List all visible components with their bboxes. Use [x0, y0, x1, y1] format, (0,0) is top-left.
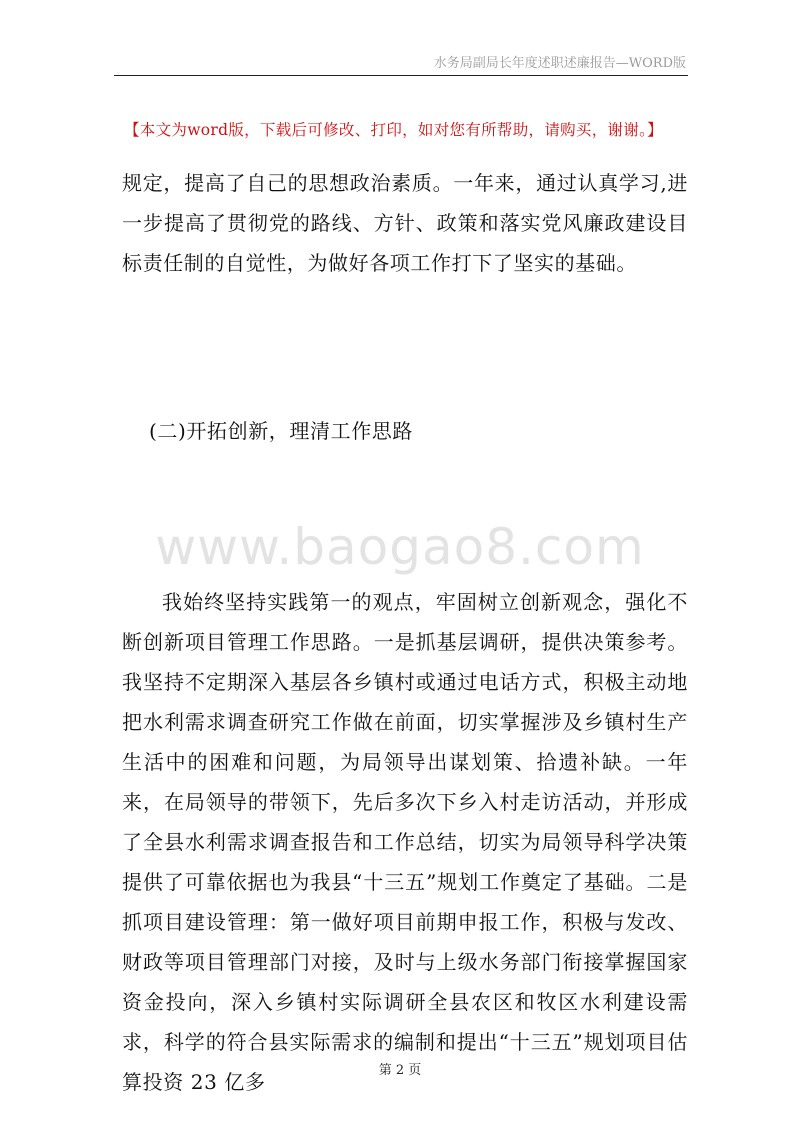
page-number: 第 2 页	[378, 1063, 422, 1078]
document-header: 水务局副局长年度述职述廉报告—WORD版	[433, 56, 686, 71]
body-paragraph-1: 规定，提高了自己的思想政治素质。一年来，通过认真学习,进一步提高了贯彻党的路线、方针、政策和落实党风廉政建设目标责任制的自觉性，为做好各项工作打下了坚实的基础。	[122, 171, 688, 275]
body-paragraph-2: 我始终坚持实践第一的观点，牢固树立创新观念，强化不断创新项目管理工作思路。一是抓基层调研，提供决策参考。我坚持不定期深入基层各乡镇村或通过电话方式，积极主动地把水利需求调查研究工作做在前面，切实掌握涉及乡镇村生产生活中的困难和问题，为局领导出谋划策、拾遗补缺。一年来，在局领导的带领下，先后多次下乡入村走访活动，并形成了全县水利需求调查报告和工作总结，切实为局领导科学决策提供了可靠依据也为我县“十三五”规划工作奠定了基础。二是抓项目建设管理：第一做好项目前期申报工作，积极与发改、财政等项目管理部门对接，及时与上级水务部门衔接掌握国家资金投向，深入乡镇村实际调研全县农区和牧区水利建设需求，科学的符合县实际需求的编制和提出“十三五”规划项目估算投资 23 亿多	[122, 590, 688, 1094]
header-divider	[114, 75, 688, 76]
watermark: www.baogao8.com	[155, 518, 645, 576]
section-heading: (二)开拓创新，理清工作思路	[149, 419, 414, 443]
download-notice: 【本文为word版，下载后可修改、打印，如对您有所帮助，请购买，谢谢。】	[124, 121, 663, 139]
